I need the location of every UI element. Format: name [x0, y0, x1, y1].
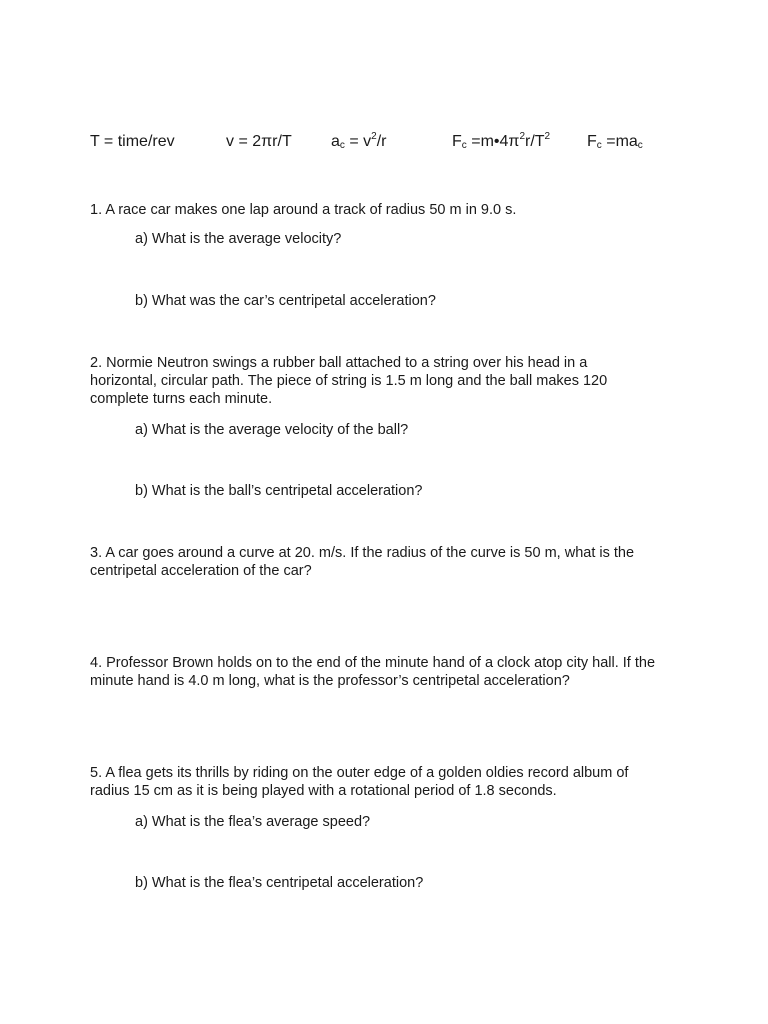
question-4: 4. Professor Brown holds on to the end of the minute hand of a clock atop city hall. If the minute hand is 4.0 m long, what is the professor’s centripetal acceleration?: [90, 655, 656, 689]
question-1: 1. A race car makes one lap around a track of radius 50 m in 9.0 s.: [90, 202, 517, 218]
formula-centripetal-acceleration: $a_c = v^2/r$: [331, 131, 387, 151]
question-5-part-a: a) What is the flea’s average speed?: [135, 814, 371, 830]
question-3: 3. A car goes around a curve at 20. m/s. If the radius of the curve is 50 m, what is the centripetal acceleration of the car?: [90, 545, 635, 579]
formula-velocity: v = 2πr/T: [226, 133, 292, 150]
question-5-part-b: b) What is the flea’s centripetal acceleration?: [135, 875, 424, 891]
question-2-part-a: a) What is the average velocity of the ball?: [135, 422, 409, 438]
formula-centripetal-force-mass: $F_c =ma_c$: [587, 133, 643, 151]
question-2-part-b: b) What is the ball’s centripetal acceleration?: [135, 483, 423, 499]
question-1-part-a: a) What is the average velocity?: [135, 231, 342, 247]
formula-centripetal-force-period: $F_c$ $=m•4\pi^2r/T^2$: [452, 131, 551, 151]
question-5: 5. A flea gets its thrills by riding on the outer edge of a golden oldies record album of radius 15 cm as it is being played with a rotational period of 1.8 seconds.: [90, 765, 629, 799]
question-2: 2. Normie Neutron swings a rubber ball attached to a string over his head in a horizontal, circular path. The piece of string is 1.5 m long and the ball makes 120 complete turns each minute.: [90, 355, 608, 407]
question-1-part-b: b) What was the car’s centripetal acceleration?: [135, 293, 436, 309]
formula-period: T = time/rev: [90, 133, 175, 150]
